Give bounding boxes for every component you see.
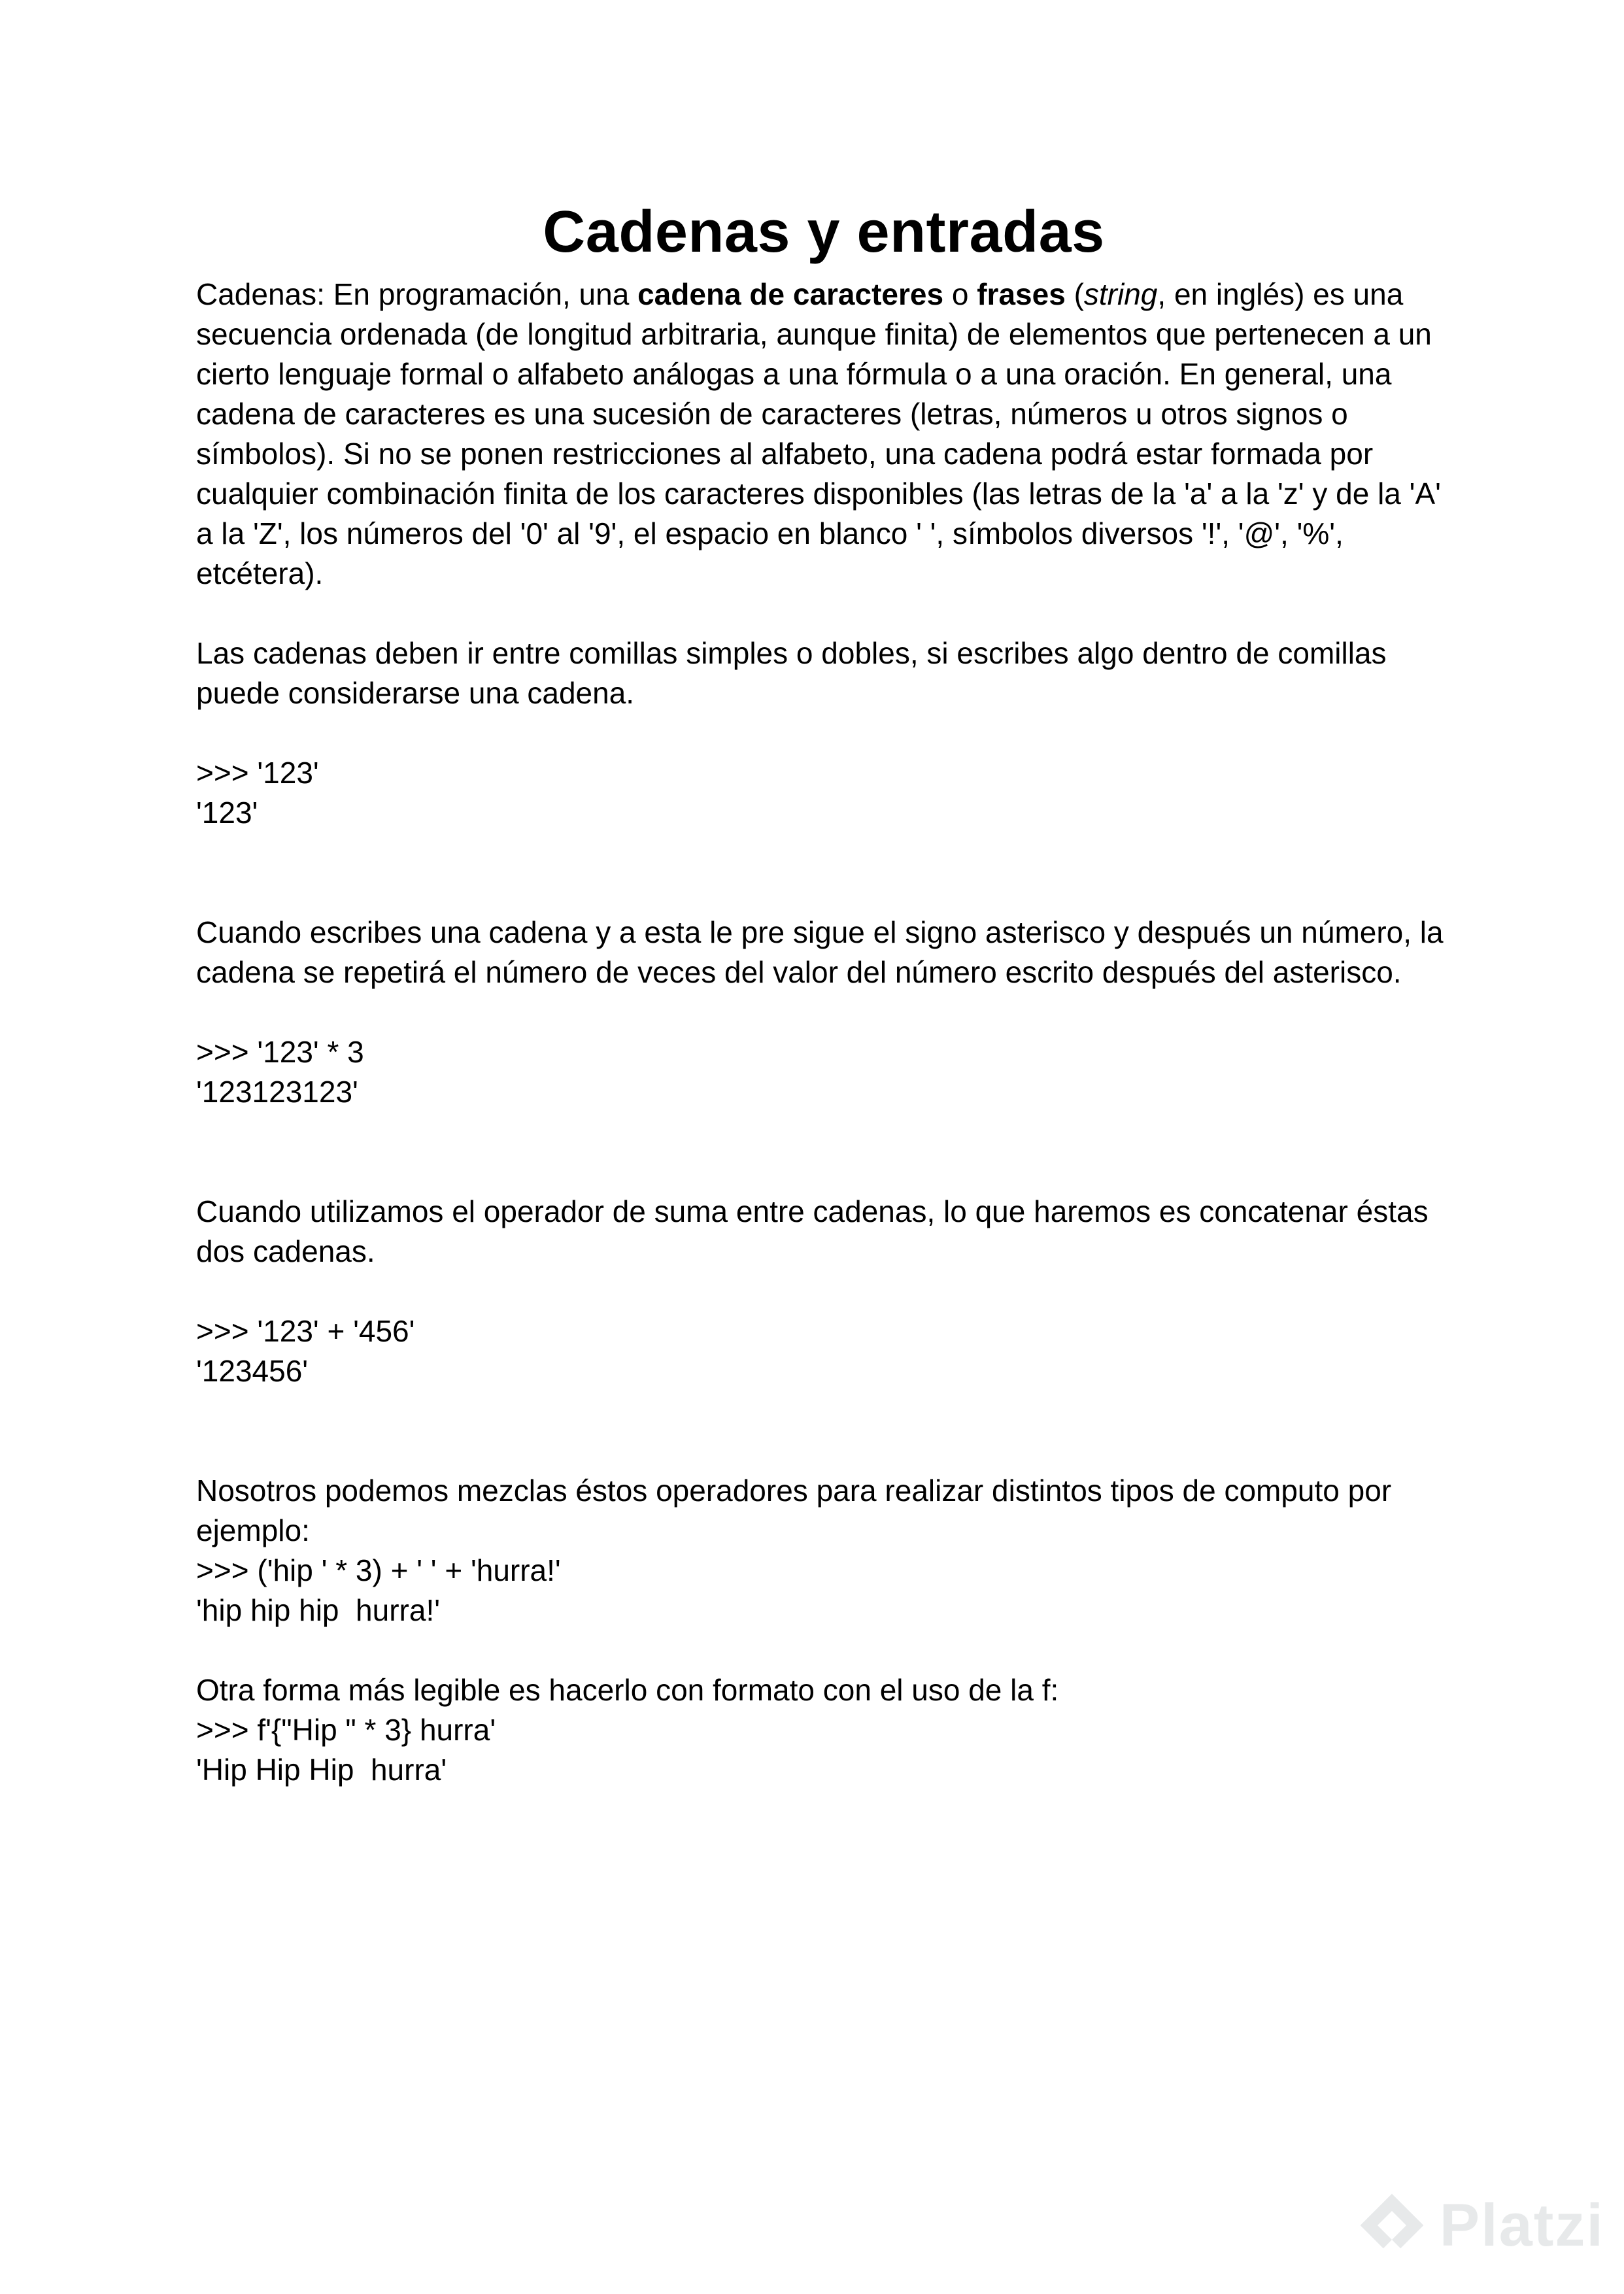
platzi-watermark-text: Platzi [1439,2191,1604,2259]
concat-paragraph: Cuando utilizamos el operador de suma entre cadenas, lo que haremos es concatenar éstas dos cadenas. [196,1194,1437,1268]
intro-paren: ( [1065,277,1084,311]
term-cadena-de-caracteres: cadena de caracteres [637,277,944,311]
intro-rest: , en inglés) es una secuencia ordenada (de longitud arbitraria, aunque finita) de elementos que pertenecen a un cierto lenguaje formal o alfabeto análogas a una fórmula o a una oración. En general, una cadena de caracteres es una sucesión de caracteres (letras, números u otros signos o símbolos). Si no se ponen restricciones al alfabeto, una cadena podrá estar formada por cualquier combinación finita de los caracteres disponibles (las letras de la 'a' a la 'z' y de la 'A' a la 'Z', los números del '0' al '9', el espacio en blanco ' ', símbolos diversos '!', '@', '%', etcétera). [196,277,1449,590]
document-title: Cadenas y entradas [543,199,1105,265]
format-paragraph: Otra forma más legible es hacerlo con formato con el uso de la f: [196,1673,1059,1707]
example2-input: >>> '123' * 3 [196,1035,364,1069]
platzi-watermark [1356,2189,1604,2261]
example2-output: '123123123' [196,1075,358,1109]
mix-paragraph: Nosotros podemos mezclas éstos operadores para realizar distintos tipos de computo por ejemplo: [196,1474,1400,1547]
example3-input: >>> '123' + '456' [196,1314,415,1348]
example5-input: >>> f'{"Hip " * 3} hurra' [196,1713,496,1747]
example4-output: 'hip hip hip hurra!' [196,1593,441,1627]
example3-output: '123456' [196,1354,309,1388]
quotes-paragraph: Las cadenas deben ir entre comillas simples o dobles, si escribes algo dentro de comillas puede considerarse una cadena. [196,636,1395,710]
platzi-logo-icon [1356,2189,1428,2261]
example5-output: 'Hip Hip Hip hurra' [196,1753,447,1787]
example4-input: >>> ('hip ' * 3) + ' ' + 'hurra!' [196,1553,561,1587]
term-string: string [1083,277,1158,311]
example1-output: '123' [196,796,258,830]
intro-lead: Cadenas: En programación, una [196,277,638,311]
document-page [196,190,1451,1790]
example1-input: >>> '123' [196,756,319,790]
repeat-paragraph: Cuando escribes una cadena y a esta le pre sigue el signo asterisco y después un número, la cadena se repetirá el número de veces del valor del número escrito después del asterisco. [196,915,1452,989]
term-frases: frases [977,277,1066,311]
intro-connector: o [943,277,977,311]
intro-paragraph [196,275,1451,594]
